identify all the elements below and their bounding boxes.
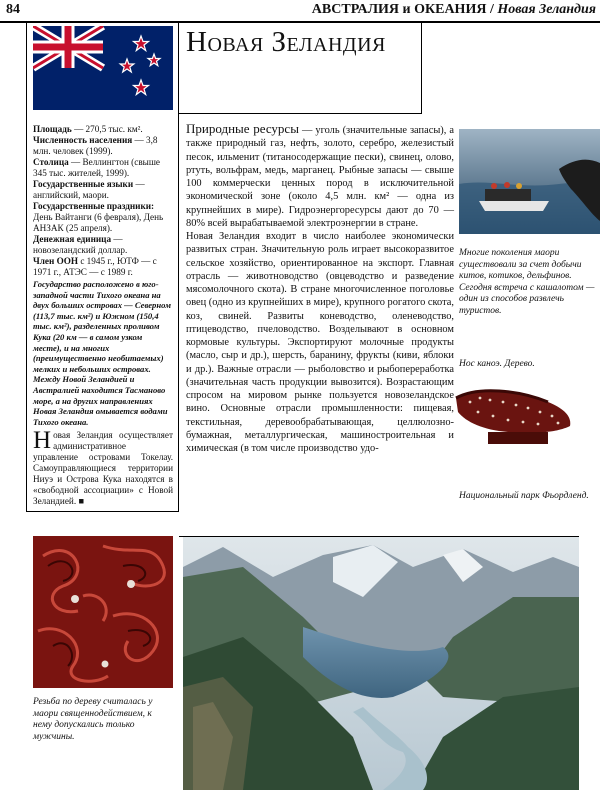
fact-area: Площадь — 270,5 тыс. км². (33, 124, 143, 134)
union-jack (33, 26, 103, 68)
running-head-section: АВСТРАЛИЯ и ОКЕАНИЯ (311, 2, 487, 17)
end-mark: ■ (78, 496, 85, 506)
canoe-caption: Нос каноэ. Дерево. (459, 359, 535, 369)
running-head (312, 2, 596, 18)
fact-currency: Денежная единица — новозеландский доллар. (33, 234, 128, 255)
flag-graphic (33, 26, 173, 110)
main-article (186, 122, 454, 455)
paragraph-economy: Новая Зеландия входит в число наиболее экономически развитых стран. Значительную роль играет высокоразвитое сельское хозяйство, ориентированное на экспорт. Главная отрасль — животноводство (овцеводство и разведение мясомолочного скота). В стране многочисленное поголовье овец (одно из крупнейших в мире), крупного рогатого скота, коз, свиней. Развиты коневодство, оленеводство, птицеводство, пчеловодство. Возделывают в основном кормовые культуры. Экспортируют молочные продукты (масло, сыр и др.), шерсть, баранину, фрукты (киви, яблоки и др.). Важные отрасли — рыболовство и рыбопереработка (значительная часть продукции вывозится). Возрастающим спросом на мировом рынке пользуется новозеландское вино. Основные отрасли промышленности: пищевая, текстильная, деревообрабатывающая, целлюлозно-бумажная, металлургическая, машиностроительная и химическая (в том числе производство удо- (186, 231, 454, 454)
running-head-chapter: Новая Зеландия (497, 2, 596, 17)
maori-carving-photo (33, 536, 173, 688)
fact-memberships: Член ООН с 1945 г., ЮТФ — с 1971 г., АТЭС — с 1989 г. (33, 256, 157, 277)
drop-cap: Н (33, 427, 52, 454)
fjordland-caption: Национальный парк Фьордленд. (459, 491, 589, 501)
whale-watching-caption: Многие поколения маори существовали за счет добычи китов, котиков, дельфинов. Сегодня встреча с кашалотом — один из способов развлечь туристов. (459, 248, 595, 316)
new-zealand-flag (33, 26, 173, 110)
fact-population: Численность населения — 3,8 млн. человек (1999). (33, 135, 158, 156)
dependencies-body: овая Зеландия осуществляет административное управление островами Токелау. Самоуправляющиеся территории Ниуэ и Острова Кука находятся в «свободной ассоциации» с Новой Зеландией. (33, 430, 173, 506)
fact-languages: Государственные языки — английский, маори. (33, 179, 145, 200)
canoe-prow-photo (448, 376, 578, 448)
lead-heading: Природные ресурсы (186, 121, 299, 136)
paragraph-resources: Природные ресурсы — уголь (значительные запасы), а также природный газ, нефть, золото, серебро, железистый песок, ильменит (титаносодержащие пески), свинец, олово, ртуть, вольфрам, медь, марганец. Рыбные запасы — свыше 100 коммерчески ценных пород в исключительной экономической зоне (около 4,5 млн. км² — одна из крупнейших в мире). Гидроэнергоресурсы дают до 70 — 80% всей вырабатываемой электроэнергии в стране. (186, 121, 454, 229)
fact-holidays: Государственные праздники: День Вайтанги (6 февраля), День АНЗАК (25 апреля). (33, 201, 164, 233)
whale-watching-photo (459, 129, 600, 234)
country-facts (33, 124, 173, 278)
maori-carving-caption: Резьба по дереву считалась у маори священнодействием, к нему допускались только мужчины. (33, 697, 153, 742)
page-title: Новая Зеландия (186, 26, 386, 58)
dependencies-text (33, 427, 173, 507)
fact-capital: Столица — Веллингтон (свыше 345 тыс. жителей, 1999). (33, 157, 160, 178)
geography-text: Государство расположено в юго-западной части Тихого океана на двух больших островах — Северном (113,7 тыс. км²) и Южном (150,4 тыс. км²), разделенных проливом Кука (20 км — в самом узком месте), и на многих (преимущественно необитаемых) мелких и небольших островах. Между Новой Зеландией и Австралией находится Тасманово море, а на других направлениях Новая Зеландия омывается водами Тихого океана. (33, 279, 171, 427)
fjordland-photo (183, 537, 579, 790)
page-number: 84 (6, 2, 20, 17)
running-head-separator: / (489, 2, 494, 17)
